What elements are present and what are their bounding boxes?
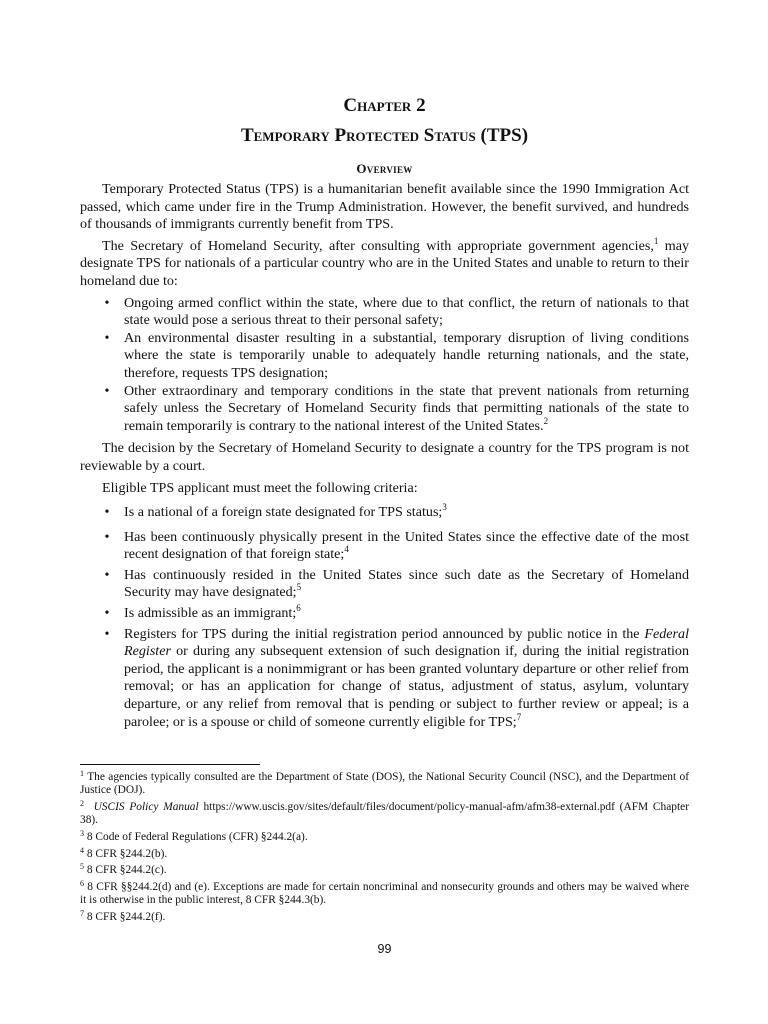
footnote-text: 8 Code of Federal Regulations (CFR) §244.2(a).	[86, 830, 308, 843]
chapter-subtitle: Temporary Protected Status (TPS)	[240, 125, 529, 146]
footnotes	[80, 771, 689, 928]
list-item	[104, 603, 689, 623]
list-item	[104, 294, 689, 330]
footnote-ref[interactable]: 2	[543, 415, 549, 426]
intro-paragraph: Temporary Protected Status (TPS) is a humanitarian benefit available since the 1990 Immigration Act passed, which came under fire in the Trump Administration. However, the benefit survived, and hundreds of thousands of immigrants currently benefit from TPS.	[80, 181, 689, 233]
bullet-icon: •	[104, 329, 110, 346]
bullet-icon: •	[104, 605, 110, 622]
page-number: 99	[377, 942, 392, 956]
eligibility-intro: Eligible TPS applicant must meet the following criteria:	[102, 479, 418, 496]
list-item-text: Is admissible as an immigrant;	[124, 605, 297, 622]
footnote-source-title: USCIS Policy Manual	[93, 800, 199, 813]
list-item-text: Has been continuously physically present in the United States since the effective date of the most recent designation of that foreign state;	[124, 528, 689, 563]
footnote-text: 8 CFR §244.2(b).	[86, 847, 168, 860]
secretary-text-before: The Secretary of Homeland Security, after consulting with appropriate government agencies,	[102, 237, 654, 254]
footnote-text: https://www.uscis.gov/sites/default/files/document/policy-manual-afm/afm38-external.pdf (AFM Chapter 38).	[80, 800, 689, 827]
footnote-ref[interactable]: 5	[296, 582, 302, 593]
chapter-title: Chapter 2	[343, 95, 426, 116]
list-item	[104, 528, 689, 564]
footnote	[80, 798, 689, 827]
footnote-ref[interactable]: 1	[653, 235, 659, 246]
body-text	[80, 181, 689, 736]
footnote-text: 8 CFR §§244.2(d) and (e). Exceptions are made for certain noncriminal and nonsecurity grounds and others may be waived where it is otherwise in the public interest, 8 CFR §244.3(b).	[80, 880, 689, 907]
footnote-number: 7	[80, 908, 84, 918]
document-page	[80, 0, 689, 1024]
list-item	[104, 625, 689, 732]
list-item	[104, 329, 689, 383]
footnote	[80, 828, 689, 844]
footnote-ref[interactable]: 3	[442, 502, 447, 513]
footnote	[80, 864, 689, 877]
bullet-icon: •	[104, 382, 110, 399]
list-item	[104, 382, 689, 436]
list-item	[104, 502, 689, 522]
list-item-text: Other extraordinary and temporary conditions in the state that prevent nationals from returning safely unless the Secretary of Homeland Security finds that permitting nationals of the state to remain temporarily is contrary to the national interest of the United States.	[124, 382, 689, 434]
list-item-text: Ongoing armed conflict within the state, where due to that conflict, the return of nationals to that state would pose a serious threat to their personal safety;	[124, 294, 689, 329]
list-item	[104, 566, 689, 602]
footnote	[80, 845, 689, 861]
footnote-number: 5	[80, 862, 84, 872]
secretary-paragraph	[80, 235, 690, 291]
footnote	[80, 878, 689, 907]
register-text-before: Registers for TPS during the initial registration period announced by public notice in the	[124, 625, 645, 642]
footnote-text: 8 CFR §244.2(c).	[86, 864, 167, 877]
federal-register-title: Federal Register	[124, 625, 689, 660]
bullet-icon: •	[104, 294, 110, 311]
footnote-ref[interactable]: 4	[344, 544, 349, 555]
footnote-number: 1	[80, 769, 84, 778]
footnote-text: The agencies typically consulted are the Department of State (DOS), the National Security Council (NSC), and the Department of Justice (DOJ).	[80, 771, 689, 797]
secretary-text-after: may designate TPS for nationals of a particular country who are in the United States and unable to return to their homeland due to:	[80, 237, 690, 289]
footnote-number: 3	[80, 828, 84, 838]
footnote-ref[interactable]: 7	[516, 711, 522, 722]
criteria-list	[80, 504, 689, 731]
list-item-text: Has continuously resided in the United States since such date as the Secretary of Homeland Security may have designated;	[124, 566, 689, 601]
decision-paragraph: The decision by the Secretary of Homeland Security to designate a country for the TPS program is not reviewable by a court.	[80, 440, 689, 474]
bullet-icon: •	[104, 528, 110, 545]
footnote-number: 2	[80, 798, 84, 808]
footnote-text: 8 CFR §244.2(f).	[86, 910, 166, 923]
register-text-after: or during any subsequent extension of such designation if, during the initial registration period, the applicant is a nonimmigrant or has been granted voluntary departure or other relief from removal; or has an application for change of status, adjustment of status, asylum, voluntary departure, or any relief from removal that is pending or subject to further review or appeal; is a parolee; or is a spouse or child of someone currently eligible for TPS;	[124, 643, 689, 730]
list-item-text: An environmental disaster resulting in a substantial, temporary disruption of living conditions where the state is temporarily unable to adequately handle returning nationals, and the state, therefore, requests TPS designation;	[124, 329, 689, 381]
bullet-icon: •	[104, 504, 110, 521]
footnote-number: 6	[80, 878, 84, 888]
footnote-number: 4	[80, 845, 84, 855]
footnote	[80, 908, 689, 924]
list-item-text: Is a national of a foreign state designated for TPS status;	[124, 504, 443, 521]
footnote-divider	[80, 764, 260, 765]
bullet-icon: •	[104, 566, 110, 583]
footnote	[80, 771, 689, 797]
designation-reasons-list	[80, 295, 689, 436]
footnote-ref[interactable]: 6	[296, 603, 301, 614]
section-title: Overview	[356, 161, 413, 176]
bullet-icon: •	[104, 625, 110, 642]
